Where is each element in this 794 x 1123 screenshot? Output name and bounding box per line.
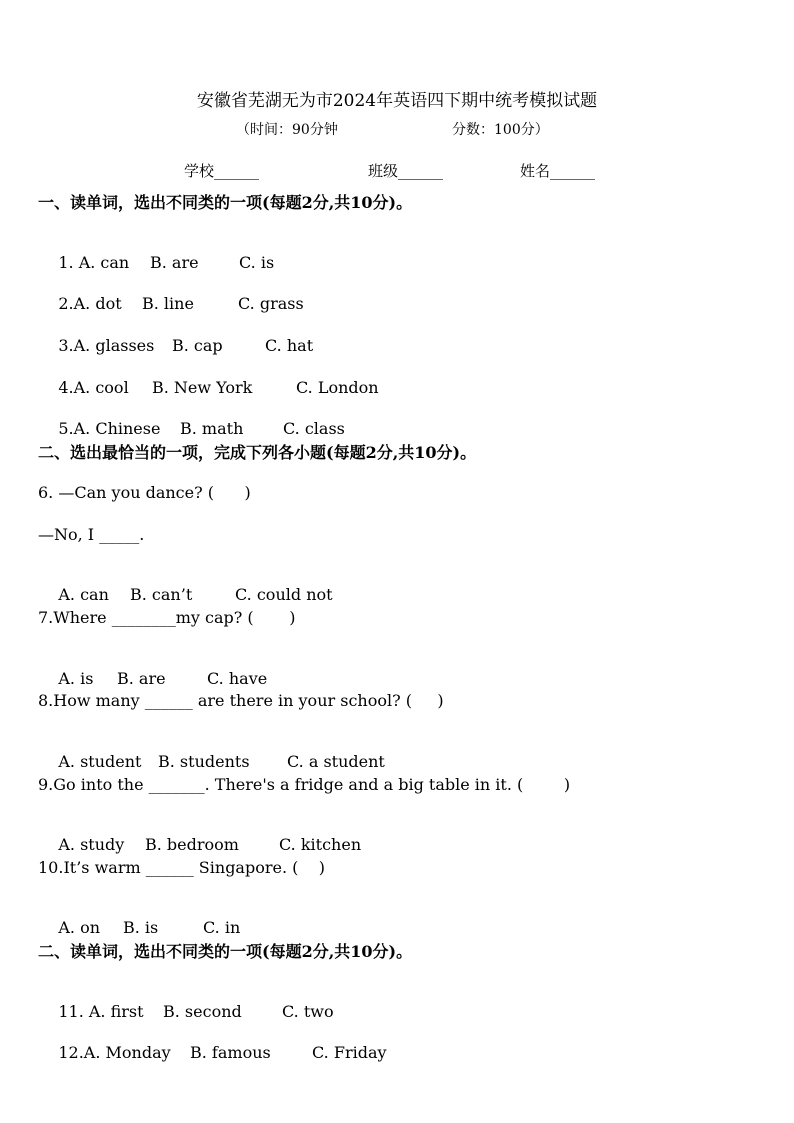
q9-option-b: B. bedroom [145,835,239,854]
q8-option-b: B. students [158,752,250,771]
q10-option-a: A. on [58,918,101,937]
q3-option-b: B. cap [172,336,223,355]
q3-option-c: C. hat [265,336,314,355]
q5-option-c: C. class [283,419,345,438]
q9-option-a: A. study [58,835,125,854]
q11-option-c: C. two [282,1002,334,1021]
q1-option-a: 1. A. can [58,253,130,272]
q12-option-c: C. Friday [312,1043,387,1062]
school-field: 学校______ [184,162,260,180]
question-9-stem: 9.Go into the _______. There's a fridge and a big table in it. ( ) [38,775,571,794]
q1-option-b: B. are [150,253,199,272]
q10-option-c: C. in [203,918,241,937]
q9-option-c: C. kitchen [279,835,362,854]
q8-option-a: A. student [58,752,142,771]
q8-option-c: C. a student [287,752,385,771]
q7-option-a: A. is [58,669,94,688]
q4-option-c: C. London [296,378,379,397]
name-field: 姓名______ [520,162,596,180]
question-6-reply: —No, I _____. [38,525,145,544]
q11-option-a: 11. A. first [58,1002,144,1021]
time-limit: （时间：90分钟 [236,122,338,138]
q2-option-a: 2.A. dot [58,294,122,313]
q3-option-a: 3.A. glasses [58,336,155,355]
q5-option-b: B. math [180,419,244,438]
q4-option-a: 4.A. cool [58,378,129,397]
question-12 [38,1024,387,1081]
question-7-stem: 7.Where ________my cap? ( ) [38,608,296,627]
page-title: 安徽省芜湖无为市2024年英语四下期中统考模拟试题 [196,91,598,111]
section-3-heading: 二、读单词，选出不同类的一项(每题2分,共10分)。 [38,942,413,961]
q7-option-c: C. have [207,669,268,688]
section-1-heading: 一、读单词，选出不同类的一项(每题2分,共10分)。 [38,193,413,212]
q7-option-b: B. are [117,669,166,688]
q5-option-a: 5.A. Chinese [58,419,161,438]
q1-option-c: C. is [239,253,275,272]
q11-option-b: B. second [163,1002,242,1021]
q4-option-b: B. New York [152,378,253,397]
q2-option-c: C. grass [238,294,304,313]
q6-option-c: C. could not [235,585,333,604]
q10-option-b: B. is [123,918,159,937]
q2-option-b: B. line [142,294,194,313]
question-6-stem: 6. —Can you dance? ( ) [38,483,251,502]
question-8-stem: 8.How many ______ are there in your school? ( ) [38,691,444,710]
q6-option-b: B. can’t [130,585,193,604]
class-field: 班级______ [368,162,444,180]
q6-option-a: A. can [58,585,109,604]
question-10-stem: 10.It’s warm ______ Singapore. ( ) [38,858,325,877]
q12-option-b: B. famous [190,1043,271,1062]
total-score: 分数：100分） [452,122,549,138]
q12-option-a: 12.A. Monday [58,1043,171,1062]
section-2-heading: 二、选出最恰当的一项，完成下列各小题(每题2分,共10分)。 [38,443,477,462]
